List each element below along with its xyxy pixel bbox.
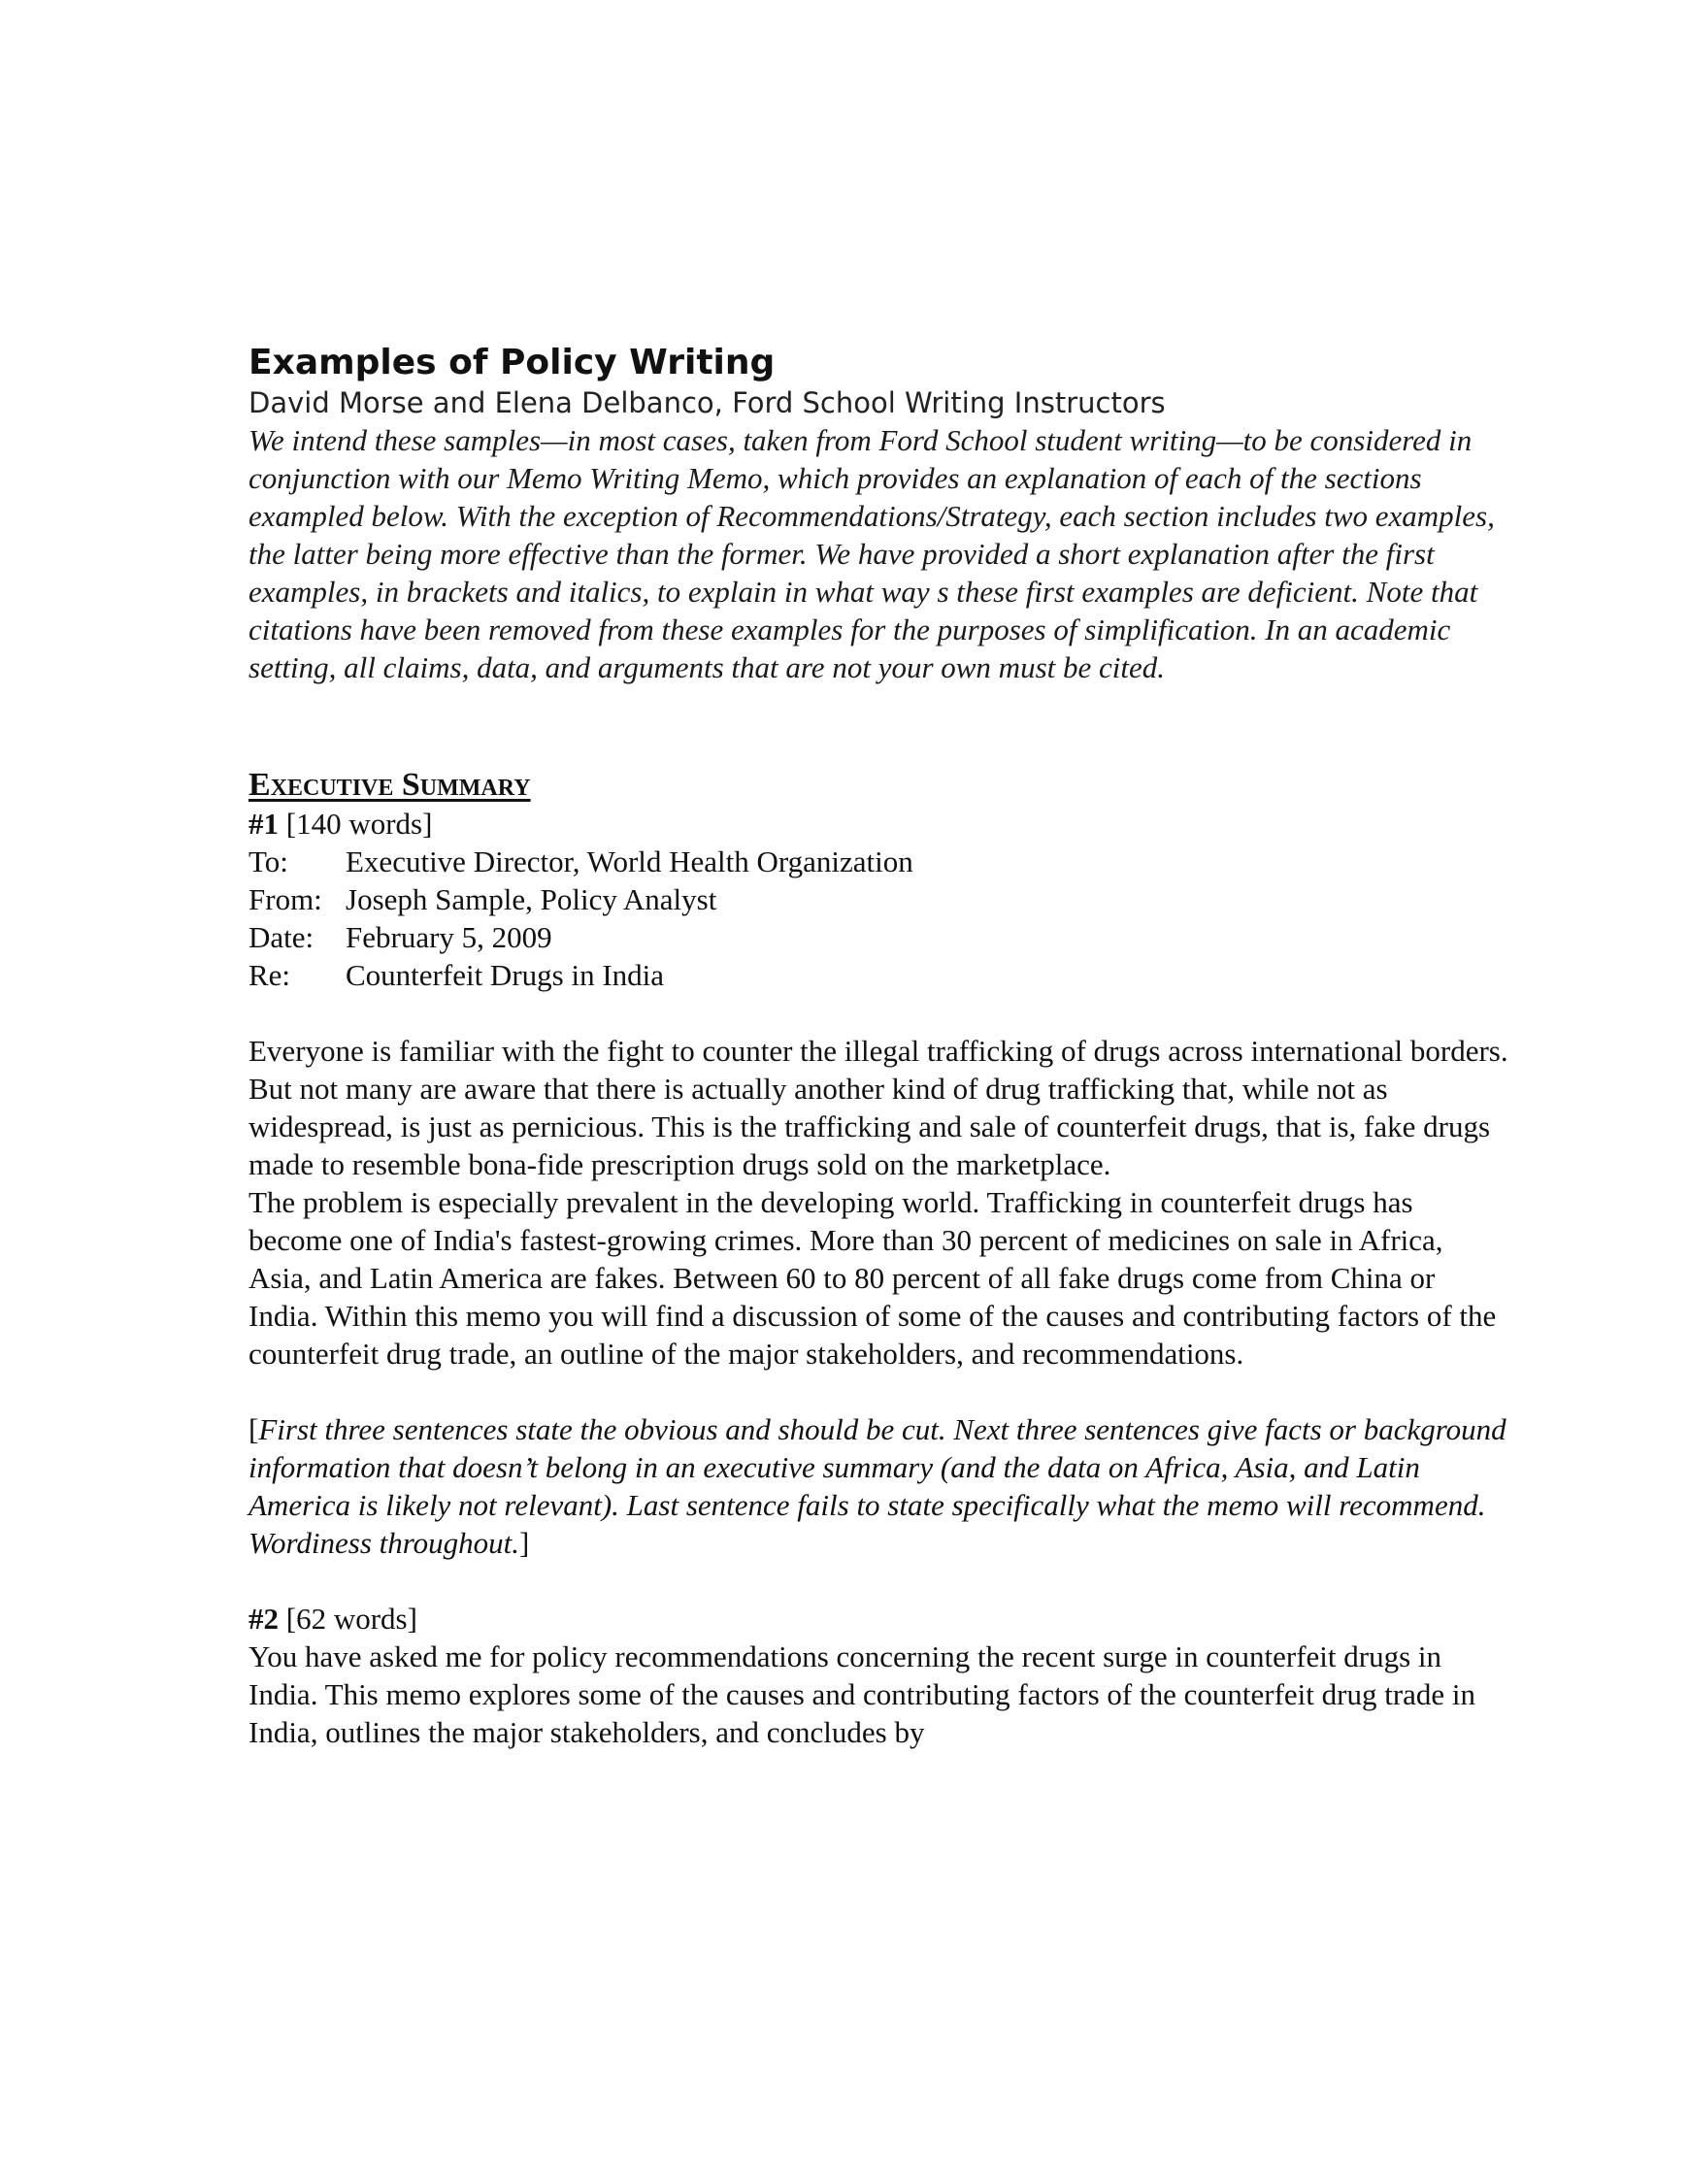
memo-header-row-from bbox=[248, 880, 913, 918]
critique-close-bracket: ] bbox=[519, 1526, 530, 1560]
example-1-critique bbox=[248, 1410, 1510, 1562]
example-1-paragraph-1: Everyone is familiar with the fight to counter the illegal trafficking of drugs across international borders. But not many are aware that there is actually another kind of drug trafficking that, while not as widespread, is just as pernicious. This is the trafficking and sale of counterfeit drugs, that is, fake drugs made to resemble bona-fide prescription drugs sold on the marketplace. bbox=[248, 1034, 1508, 1181]
memo-label-date: Date: bbox=[248, 920, 314, 954]
document-title: Examples of Policy Writing bbox=[248, 343, 776, 382]
memo-label-to: To: bbox=[248, 844, 288, 878]
example-1-label bbox=[248, 805, 1510, 843]
page-content bbox=[248, 342, 1510, 1751]
critique-open-bracket: [ bbox=[248, 1412, 259, 1446]
memo-value-to: Executive Director, World Health Organization bbox=[346, 844, 913, 878]
memo-value-from: Joseph Sample, Policy Analyst bbox=[346, 882, 717, 916]
example-2-paragraph: You have asked me for policy recommendations concerning the recent surge in counterfeit drugs in India. This memo explores some of the causes and contributing factors of the counterfeit drug trade in India, outlines the major stakeholders, and concludes by bbox=[248, 1639, 1476, 1749]
example-1-paragraph-2: The problem is especially prevalent in the developing world. Trafficking in counterfeit drugs has become one of India's fastest-growing crimes. More than 30 percent of medicines on sale in Africa, Asia, and Latin America are fakes. Between 60 to 80 percent of all fake drugs come from China or India. Within this memo you will find a discussion of some of the causes and contributing factors of the counterfeit drug trade, an outline of the major stakeholders, and recommendations. bbox=[248, 1185, 1497, 1371]
example-2-number: #2 bbox=[248, 1602, 279, 1636]
intro-paragraph: We intend these samples—in most cases, taken from Ford School student writing—to be considered in conjunction with our Memo Writing Memo, which provides an explanation of each of the sections exampled below. With the exception of Recommendations/Strategy, each section includes two examples, the latter being more effective than the former. We have provided a short explanation after the first examples, in brackets and italics, to explain in what way s these first examples are deficient. Note that citations have been removed from these examples for the purposes of simplification. In an academic setting, all claims, data, and arguments that are not your own must be cited. bbox=[248, 423, 1495, 684]
example-1-word-count: [140 words] bbox=[285, 807, 433, 841]
memo-header-row-to bbox=[248, 843, 913, 880]
critique-text: First three sentences state the obvious and should be cut. Next three sentences give facts or background information that doesn’t belong in an executive summary (and the data on Africa, Asia, and Latin America is likely not relevant). Last sentence fails to state specifically what the memo will recommend. Wordiness throughout. bbox=[248, 1412, 1506, 1560]
memo-label-from: From: bbox=[248, 882, 322, 916]
memo-value-re: Counterfeit Drugs in India bbox=[346, 958, 665, 992]
memo-value-date: February 5, 2009 bbox=[346, 920, 552, 954]
memo-header-row-re bbox=[248, 956, 913, 994]
example-2-word-count: [62 words] bbox=[285, 1602, 417, 1636]
document-authors: David Morse and Elena Delbanco, Ford School Writing Instructors bbox=[248, 386, 1166, 419]
example-1-body bbox=[248, 1032, 1510, 1373]
example-1-number: #1 bbox=[248, 807, 279, 841]
memo-header bbox=[248, 843, 913, 994]
memo-header-row-date bbox=[248, 918, 913, 956]
executive-summary-heading: Executive Summary bbox=[248, 767, 531, 803]
example-2-label bbox=[248, 1600, 1510, 1638]
memo-label-re: Re: bbox=[248, 958, 291, 992]
